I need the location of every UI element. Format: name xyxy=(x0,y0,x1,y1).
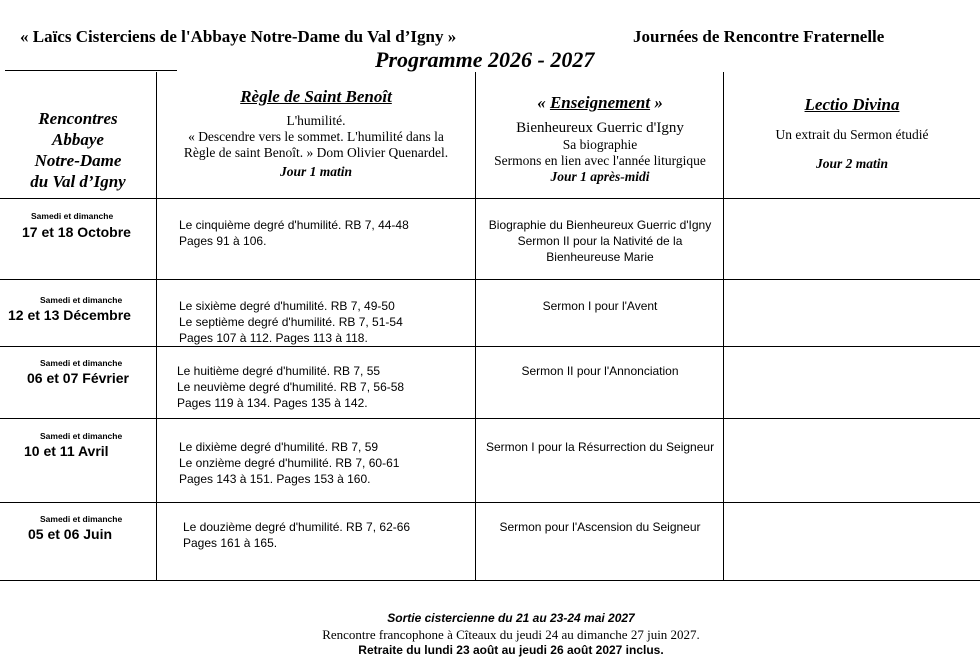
place-line: du Val d’Igny xyxy=(30,172,126,191)
place-line: Notre-Dame xyxy=(34,151,122,170)
date-days-label: Samedi et dimanche xyxy=(31,211,114,221)
quote-open: « xyxy=(537,93,550,112)
row-divider xyxy=(0,279,980,280)
quote-close: » xyxy=(650,93,663,112)
regle-cell-line: Le onzième degré d'humilité. RB 7, 60-61 xyxy=(179,456,400,470)
enseignement-cell xyxy=(476,363,724,379)
date-days-label: Samedi et dimanche xyxy=(40,514,123,524)
regle-cell xyxy=(177,363,404,411)
enseignement-header xyxy=(476,93,724,185)
date-days-label: Samedi et dimanche xyxy=(40,358,123,368)
lectio-line: Un extrait du Sermon étudié xyxy=(775,127,929,142)
regle-cell xyxy=(179,217,409,249)
regle-cell-line: Le sixième degré d'humilité. RB 7, 49-50 xyxy=(179,299,395,313)
row-divider xyxy=(0,418,980,419)
enseignement-cell-line: Biographie du Bienheureux Guerric d'Igny xyxy=(488,218,712,232)
enseignement-cell-line: Sermon I pour la Résurrection du Seigneur xyxy=(485,440,715,454)
session-date: 17 et 18 Octobre xyxy=(22,224,131,240)
enseignement-cell xyxy=(476,298,724,314)
row-divider xyxy=(0,346,980,347)
enseignement-title-line xyxy=(476,93,724,113)
regle-cell xyxy=(179,439,399,487)
enseignement-cell-line: Sermon II pour la Nativité de la xyxy=(517,234,683,248)
enseignement-line: Bienheureux Guerric d'Igny xyxy=(516,120,684,136)
regle-cell xyxy=(183,519,410,551)
footer-retraite: Retraite du lundi 23 août au jeudi 26 août 2027 inclus. xyxy=(358,643,664,657)
session-date: 05 et 06 Juin xyxy=(28,526,113,542)
organization-title: « Laïcs Cisterciens de l'Abbaye Notre-Dame du Val d’Igny » xyxy=(20,27,457,46)
enseignement-line: Sermons en lien avec l'année liturgique xyxy=(494,153,706,168)
regle-cell-line: Pages 143 à 151. Pages 153 à 160. xyxy=(179,472,371,486)
row-divider xyxy=(0,502,980,503)
regle-cell-line: Pages 119 à 134. Pages 135 à 142. xyxy=(177,396,368,410)
regle-day: Jour 1 matin xyxy=(279,164,353,179)
lectio-header xyxy=(724,95,980,172)
enseignement-cell xyxy=(476,217,724,265)
regle-cell-line: Le douzième degré d'humilité. RB 7, 62-66 xyxy=(183,520,411,534)
regle-header xyxy=(157,87,475,180)
session-date: 06 et 07 Février xyxy=(27,370,129,386)
enseignement-cell-line: Sermon pour l'Ascension du Seigneur xyxy=(499,520,701,534)
date-days-label: Samedi et dimanche xyxy=(40,431,123,441)
regle-line: L'humilité. xyxy=(286,113,346,128)
enseignement-cell-line: Sermon I pour l'Avent xyxy=(542,299,658,313)
enseignement-cell-line: Sermon II pour l'Annonciation xyxy=(521,364,679,378)
row-divider xyxy=(0,580,980,581)
place-line: Abbaye xyxy=(52,130,104,149)
program-title: Programme 2026 - 2027 xyxy=(375,47,595,72)
footer-sortie: Sortie cistercienne du 21 au 23-24 mai 2027 xyxy=(387,611,635,625)
title-underline xyxy=(5,70,177,71)
footer-rencontre: Rencontre francophone à Cîteaux du jeudi 24 au dimanche 27 juin 2027. xyxy=(322,627,700,642)
event-title: Journées de Rencontre Fraternelle xyxy=(633,27,885,46)
regle-cell-line: Le neuvième degré d'humilité. RB 7, 56-58 xyxy=(177,380,405,394)
enseignement-line: Sa biographie xyxy=(562,137,638,152)
regle-cell-line: Pages 91 à 106. xyxy=(179,234,267,248)
enseignement-cell xyxy=(476,439,724,455)
regle-cell-line: Pages 107 à 112. Pages 113 à 118. xyxy=(179,331,368,345)
lectio-title: Lectio Divina xyxy=(804,95,900,114)
regle-cell xyxy=(179,298,403,346)
regle-cell-line: Pages 161 à 165. xyxy=(183,536,278,550)
lectio-day: Jour 2 matin xyxy=(815,156,889,171)
regle-cell-line: Le septième degré d'humilité. RB 7, 51-54 xyxy=(179,315,403,329)
regle-line: Règle de saint Benoît. » Dom Olivier Quenardel. xyxy=(183,145,449,160)
regle-cell-line: Le huitième degré d'humilité. RB 7, 55 xyxy=(177,364,381,378)
enseignement-title: Enseignement xyxy=(549,93,651,112)
place-line: Rencontres xyxy=(38,109,118,128)
session-date: 12 et 13 Décembre xyxy=(8,307,131,323)
row-divider xyxy=(0,198,980,199)
place-header xyxy=(0,108,156,192)
regle-cell-line: Le dixième degré d'humilité. RB 7, 59 xyxy=(179,440,379,454)
date-days-label: Samedi et dimanche xyxy=(40,295,123,305)
regle-line: « Descendre vers le sommet. L'humilité dans la xyxy=(188,129,444,144)
enseignement-cell xyxy=(476,519,724,535)
session-date: 10 et 11 Avril xyxy=(24,443,109,459)
regle-title: Règle de Saint Benoît xyxy=(240,87,392,106)
regle-cell-line: Le cinquième degré d'humilité. RB 7, 44-48 xyxy=(179,218,409,232)
enseignement-day: Jour 1 après-midi xyxy=(550,169,650,184)
enseignement-cell-line: Bienheureuse Marie xyxy=(546,250,654,264)
